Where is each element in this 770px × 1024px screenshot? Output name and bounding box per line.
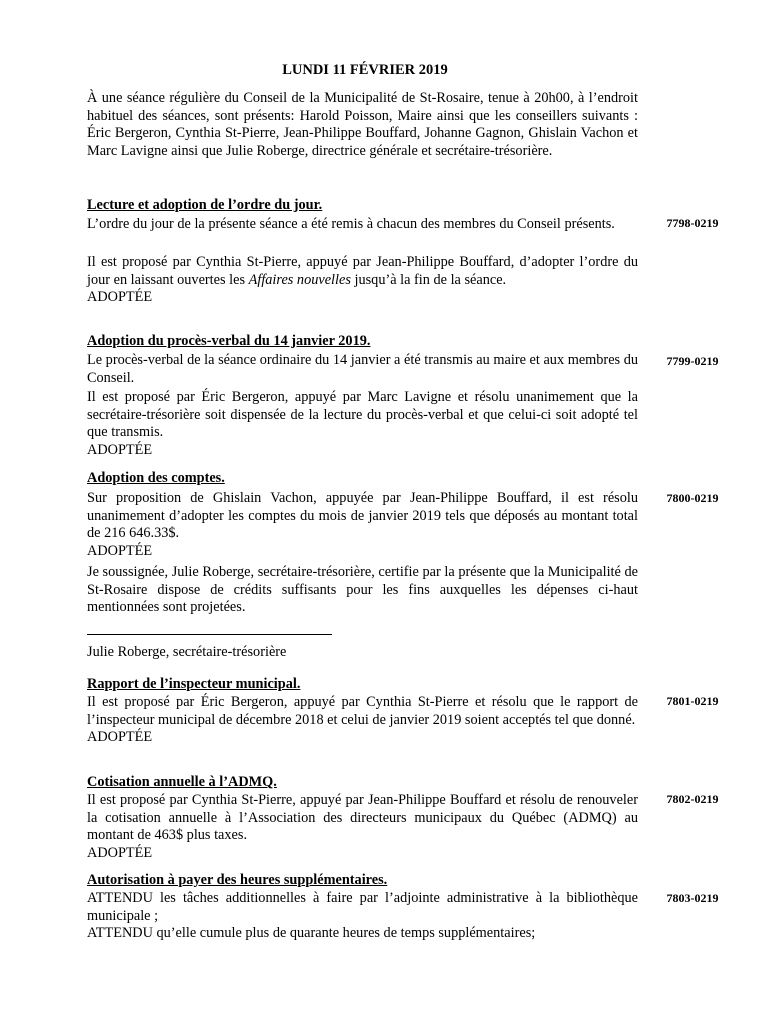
section-heading-minutes: Adoption du procès-verbal du 14 janvier 2019.: [87, 333, 371, 349]
inspector-p1-text: Il est proposé par Éric Bergeron, appuyé par Cynthia St-Pierre et résolu que le rapport de l’inspecteur municipal de décembre 2018 et celui de janvier 2019 soient acceptés tel que donné.: [87, 694, 638, 728]
adopted-label: ADOPTÉE: [87, 441, 153, 458]
accounts-p1-text: Sur proposition de Ghislain Vachon, appuyée par Jean-Philippe Bouffard, il est résolu unanimement d’adopter les comptes du mois de janvier 2019 tels que déposés au montant total de 216 646.33$.: [87, 490, 638, 541]
adopted-label: ADOPTÉE: [87, 542, 153, 559]
resolution-number-7799: 7799-0219: [666, 354, 719, 368]
resolution-number-7798: 7798-0219: [666, 216, 719, 230]
affaires-nouvelles-italic: Affaires nouvelles: [248, 271, 351, 288]
resolution-number-7800: 7800-0219: [666, 491, 719, 505]
minutes-paragraph-2: [87, 389, 638, 459]
adopted-label: ADOPTÉE: [87, 729, 153, 745]
agenda-paragraph-2: [87, 254, 638, 307]
resolution-number-7801: 7801-0219: [666, 694, 719, 708]
adopted-label: ADOPTÉE: [87, 289, 153, 305]
meeting-date-title: LUNDI 11 FÉVRIER 2019: [282, 62, 448, 78]
agenda-p2-text: Il est proposé par Cynthia St-Pierre, appuyé par Jean-Philippe Bouffard, d’adopter l’ordre du jour en laissant ouvertes les: [87, 254, 638, 288]
adopted-label: ADOPTÉE: [87, 844, 153, 861]
minutes-paragraph-1: Le procès-verbal de la séance ordinaire du 14 janvier a été transmis au maire et aux membres du Conseil.: [87, 352, 638, 386]
overtime-paragraph-1: ATTENDU les tâches additionnelles à faire par l’adjointe administrative à la bibliothèque municipale ;: [87, 890, 638, 924]
intro-paragraph: À une séance régulière du Conseil de la Municipalité de St-Rosaire, tenue à 20h00, à l’endroit habituel des séances, sont présents: Harold Poisson, Maire ainsi que les conseillers suivants : Éric Bergeron, Cynthia St-Pierre, Jean-Philippe Bouffard, Johanne Gagnon, Ghislain Vachon et Marc Lavigne ainsi que Julie Roberge, directrice générale et secrétaire-trésorière.: [87, 90, 638, 159]
section-heading-overtime: Autorisation à payer des heures supplémentaires.: [87, 872, 388, 888]
accounts-certification-paragraph: Je soussignée, Julie Roberge, secrétaire-trésorière, certifie par la présente que la Municipalité de St-Rosaire dispose de crédits suffisants pour les fins auxquelles les dépenses ci-haut mentionnées sont projetées.: [87, 564, 638, 615]
signature-caption: Julie Roberge, secrétaire-trésorière: [87, 644, 287, 660]
agenda-p2-end: jusqu’à la fin de la séance.: [350, 271, 507, 288]
minutes-p2-text: Il est proposé par Éric Bergeron, appuyé par Marc Lavigne et résolu unanimement que la secrétaire-trésorière soit dispensée de la lecture du procès-verbal et que celui-ci soit adopté tel que transmis.: [87, 389, 638, 440]
resolution-number-7803: 7803-0219: [666, 891, 719, 905]
overtime-paragraph-2: ATTENDU qu’elle cumule plus de quarante heures de temps supplémentaires;: [87, 925, 536, 941]
agenda-paragraph-1: L’ordre du jour de la présente séance a été remis à chacun des membres du Conseil présents.: [87, 216, 615, 232]
section-heading-admq: Cotisation annuelle à l’ADMQ.: [87, 774, 277, 790]
section-heading-agenda: Lecture et adoption de l’ordre du jour.: [87, 197, 323, 213]
inspector-paragraph: [87, 694, 638, 747]
section-heading-inspector: Rapport de l’inspecteur municipal.: [87, 676, 301, 692]
admq-paragraph: [87, 792, 638, 862]
accounts-paragraph-1: [87, 490, 638, 560]
resolution-number-7802: 7802-0219: [666, 792, 719, 806]
signature-line: [87, 634, 332, 635]
section-heading-accounts: Adoption des comptes.: [87, 470, 225, 486]
admq-p1-text: Il est proposé par Cynthia St-Pierre, appuyé par Jean-Philippe Bouffard et résolu de renouveler la cotisation annuelle à l’Association des directeurs municipaux du Québec (ADMQ) au montant de 463$ plus taxes.: [87, 792, 638, 843]
